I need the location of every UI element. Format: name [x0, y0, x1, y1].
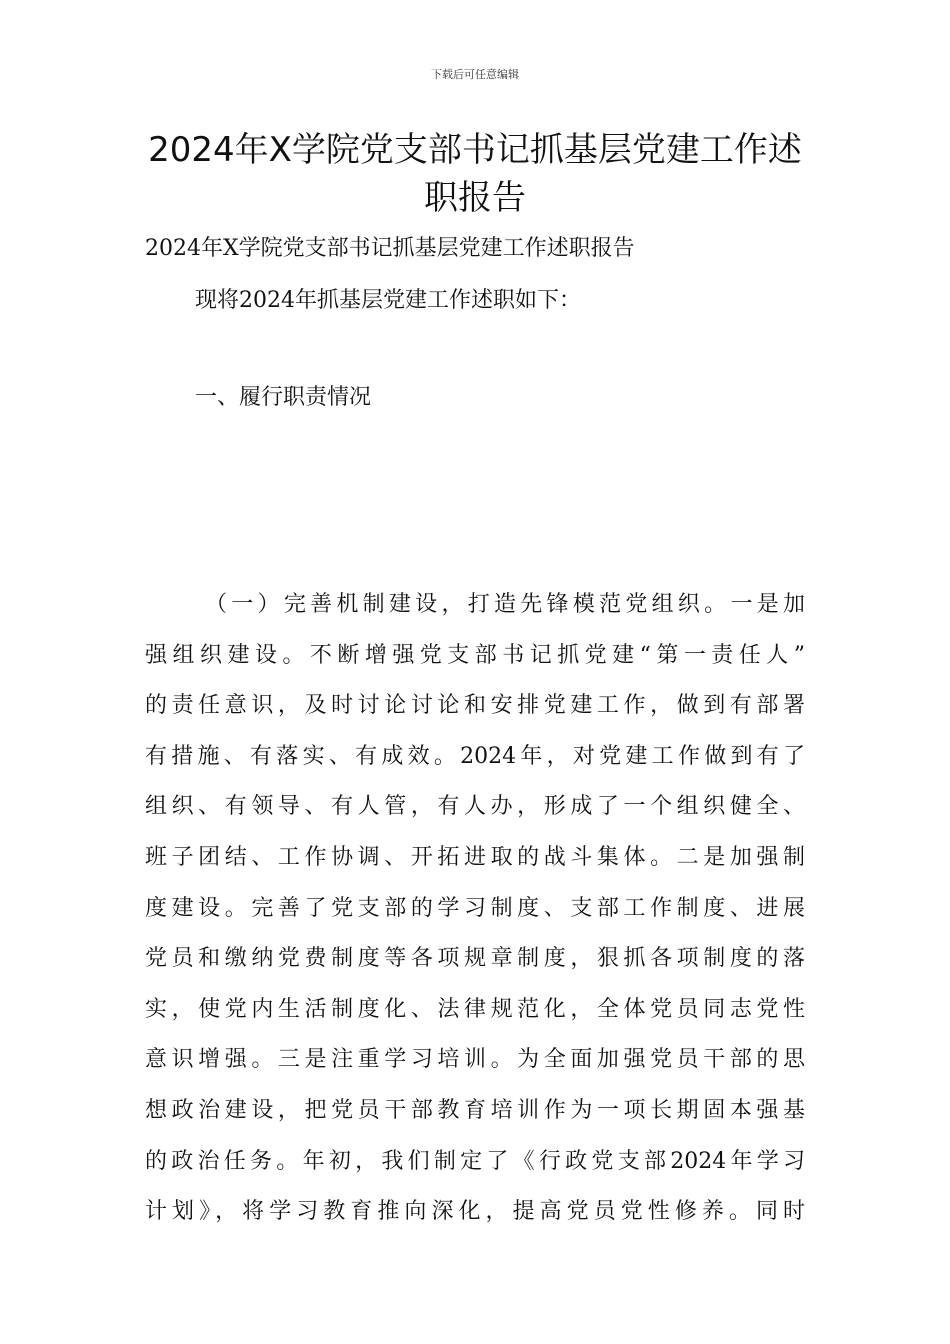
paragraph-line: （一）完善机制建设，打造先锋模范党组织。一是加	[205, 592, 805, 617]
header-note: 下载后可任意编辑	[431, 68, 519, 81]
section-heading: 一、履行职责情况	[195, 385, 372, 410]
document-title: 2024年X学院党支部书记抓基层党建工作述职报告	[148, 130, 802, 218]
paragraph-line: 计划》，将学习教育推向深化，提高党员党性修养。同时	[145, 1199, 805, 1225]
document-subtitle: 2024年X学院党支部书记抓基层党建工作述职报告	[145, 236, 635, 261]
paragraph-line: 实，使党内生活制度化、法律规范化，全体党员同志党性	[145, 996, 805, 1022]
paragraph-line: 的责任意识，及时讨论讨论和安排党建工作，做到有部署	[145, 693, 805, 719]
paragraph-line: 党员和缴纳党费制度等各项规章制度，狠抓各项制度的落	[145, 946, 805, 972]
paragraph-line: 的政治任务。年初，我们制定了《行政党支部2024年学习	[145, 1148, 805, 1174]
paragraph-line: 组织、有领导、有人管，有人办，形成了一个组织健全、	[145, 794, 805, 820]
paragraph-line: 有措施、有落实、有成效。2024年，对党建工作做到有了	[145, 743, 805, 769]
paragraph-line: 班子团结、工作协调、开拓进取的战斗集体。二是加强制	[145, 844, 805, 870]
paragraph-line: 强组织建设。不断增强党支部书记抓党建“第一责任人”	[145, 642, 805, 668]
intro-paragraph: 现将2024年抓基层党建工作述职如下：	[195, 288, 581, 313]
paragraph-line: 度建设。完善了党支部的学习制度、支部工作制度、进展	[145, 895, 805, 921]
paragraph-line: 意识增强。三是注重学习培训。为全面加强党员干部的思	[145, 1047, 805, 1073]
paragraph-line: 想政治建设，把党员干部教育培训作为一项长期固本强基	[145, 1097, 805, 1123]
body-paragraph	[145, 580, 805, 1238]
